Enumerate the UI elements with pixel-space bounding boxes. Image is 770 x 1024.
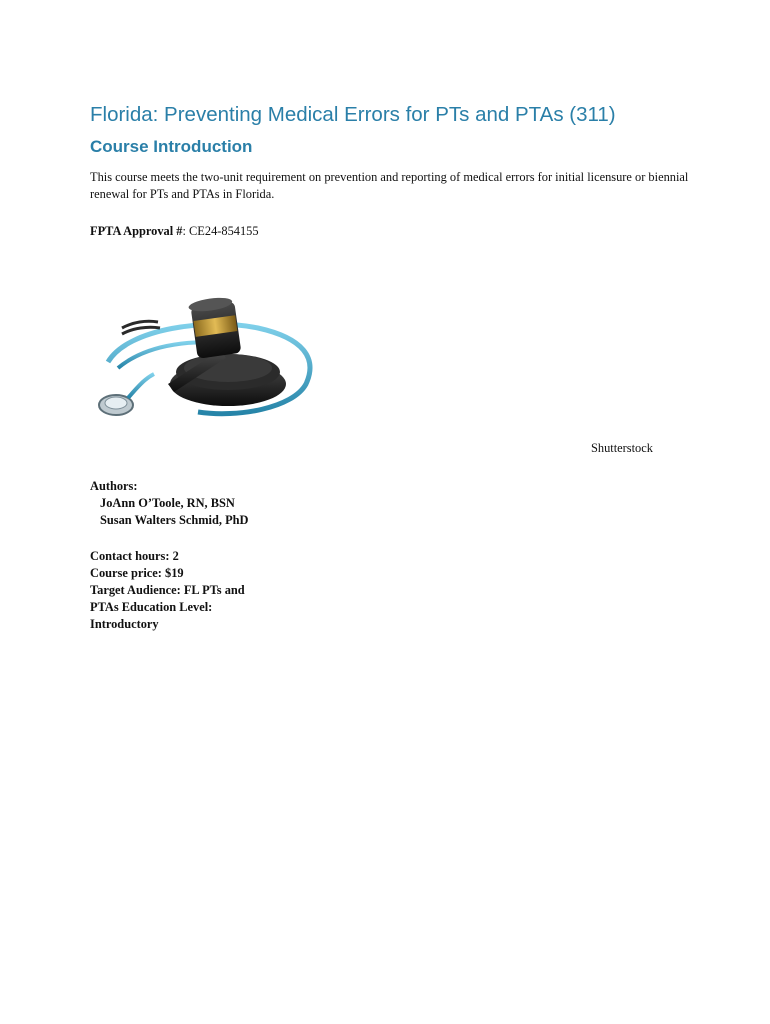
image-credit: Shutterstock — [591, 441, 653, 455]
section-heading: Course Introduction — [90, 137, 253, 156]
approval-label: FPTA Approval # — [90, 224, 183, 238]
approval-line — [90, 224, 259, 239]
page-title: Florida: Preventing Medical Errors for PTs and PTAs (311) — [90, 103, 616, 126]
approval-value: : CE24-854155 — [182, 224, 259, 238]
course-price: Course price: $19 — [90, 566, 184, 580]
target-audience: Target Audience: FL PTs and — [90, 583, 245, 597]
course-info-block — [90, 548, 290, 633]
gavel-stethoscope-icon — [88, 288, 320, 430]
author-name: Susan Walters Schmid, PhD — [100, 513, 249, 527]
authors-block — [90, 478, 249, 529]
contact-hours: Contact hours: 2 — [90, 549, 179, 563]
author-name: JoAnn O’Toole, RN, BSN — [100, 496, 235, 510]
intro-paragraph: This course meets the two-unit requirement on prevention and reporting of medical errors for initial licensure or biennial renewal for PTs and PTAs in Florida. — [90, 170, 689, 201]
gavel-stethoscope-image — [88, 288, 320, 430]
education-level: Introductory — [90, 617, 159, 631]
target-audience-continued: PTAs Education Level: — [90, 600, 213, 614]
authors-heading: Authors: — [90, 479, 138, 493]
